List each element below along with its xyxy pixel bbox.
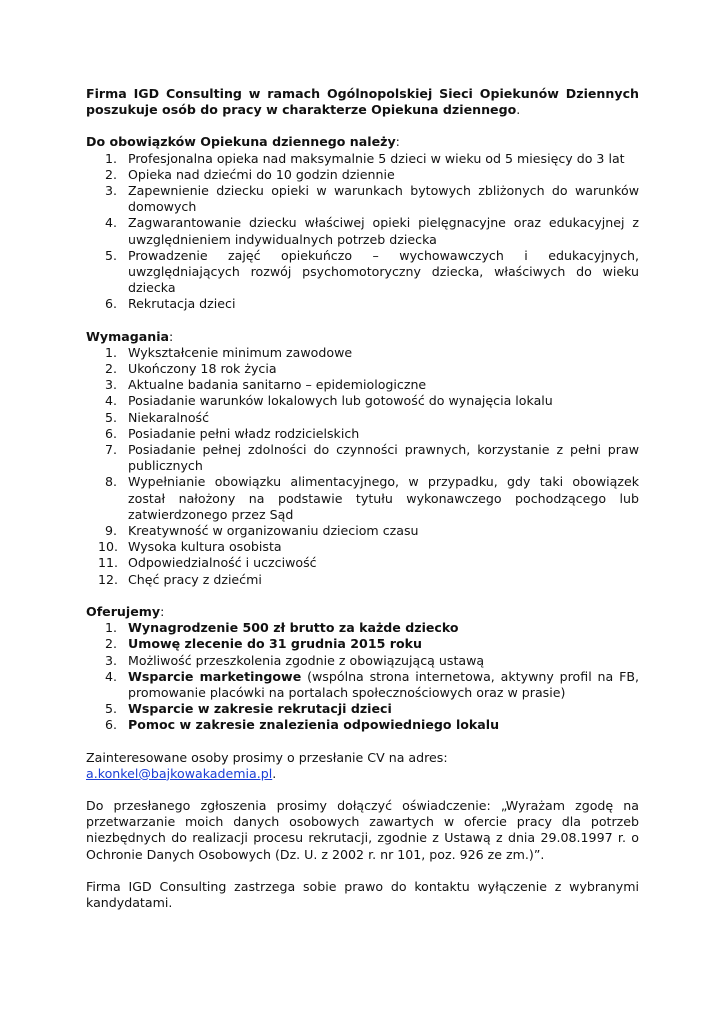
duty-text: Zagwarantowanie dziecku właściwej opieki pielęgnacyjne oraz edukacyjnej z uwzględnieniem indywidualnych potrzeb dziecka — [128, 215, 639, 247]
duties-list — [86, 151, 639, 313]
list-item: 12. Chęć pracy z dziećmi — [98, 571, 262, 587]
list-item: 6. Rekrutacja dzieci — [105, 296, 236, 312]
list-item: 2. Opieka nad dziećmi do 10 godzin dziennie — [105, 166, 395, 182]
list-item: 5. Prowadzenie zajęć opiekuńczo – wychowawczych i edukacyjnych, uwzględniających rozwój psychomotoryczny dziecka, właściwych do wieku dziecka — [105, 247, 639, 296]
requirement-text: Ukończony 18 rok życia — [128, 361, 277, 377]
offer-heading-colon: : — [160, 603, 165, 619]
list-item: 9. Kreatywność w organizowaniu dzieciom czasu — [105, 523, 419, 539]
list-item: 3. Zapewnienie dziecku opieki w warunkach bytowych zbliżonych do warunków domowych — [105, 183, 639, 215]
list-item: 4. Posiadanie warunków lokalowych lub gotowość do wynajęcia lokalu — [105, 393, 553, 409]
requirements-heading-text: Wymagania — [86, 328, 170, 344]
intro-paragraph — [86, 86, 639, 118]
list-item: 5. Niekaralność — [105, 409, 210, 425]
offer-text-bold: Wsparcie marketingowe — [128, 668, 302, 684]
closing-paragraph: Firma IGD Consulting zastrzega sobie prawo do kontaktu wyłączenie z wybranymi kandydatami. — [86, 878, 639, 910]
duties-heading-text: Do obowiązków Opiekuna dziennego należy — [86, 134, 396, 150]
intro-text: Firma IGD Consulting w ramach Ogólnopolskiej Sieci Opiekunów Dziennych poszukuje osób do pracy w charakterze Opiekuna dziennego — [86, 86, 639, 118]
requirement-text: Kreatywność w organizowaniu dzieciom czasu — [128, 523, 419, 539]
duty-text: Opieka nad dziećmi do 10 godzin dziennie — [128, 166, 395, 182]
list-item: 6. Pomoc w zakresie znalezienia odpowiedniego lokalu — [105, 717, 500, 733]
list-item: 2. Ukończony 18 rok życia — [105, 361, 277, 377]
offer-heading-text: Oferujemy — [86, 603, 161, 619]
requirement-text: Posiadanie pełnej zdolności do czynności prawnych, korzystanie z pełni praw publicznych — [128, 442, 639, 474]
offer-text: (wspólna strona internetowa, aktywny profil na FB, promowanie placówki na portalach społecznościowych oraz w prasie) — [128, 668, 639, 700]
offer-text: Wynagrodzenie 500 zł brutto za każde dziecko — [128, 620, 459, 636]
offer-text: Pomoc w zakresie znalezienia odpowiedniego lokalu — [128, 717, 500, 733]
requirement-text: Wysoka kultura osobista — [128, 539, 282, 555]
list-item: 3. Aktualne badania sanitarno – epidemiologiczne — [105, 377, 427, 393]
requirements-heading-colon: : — [169, 328, 174, 344]
intro-tail: . — [516, 102, 521, 118]
list-item: 8. Wypełnianie obowiązku alimentacyjnego, w przypadku, gdy taki obowiązek został nałożony na podstawie tytułu wykonawczego pochodzącego lub zatwierdzonego przez Sąd — [105, 474, 639, 522]
duties-heading-colon: : — [395, 134, 400, 150]
list-item: 1. Wykształcenie minimum zawodowe — [105, 344, 353, 360]
requirements-list — [86, 345, 639, 588]
requirement-text: Wykształcenie minimum zawodowe — [128, 344, 353, 360]
consent-paragraph: Do przesłanego zgłoszenia prosimy dołączyć oświadczenie: „Wyrażam zgodę na przetwarzanie moich danych osobowych zawartych w ofercie pracy dla potrzeb niezbędnych do realizacji procesu rekrutacji, zgodnie z Ustawą z dnia 29.08.1997 r. o Ochronie Danych Osobowych (Dz. U. z 2002 r. nr 101, poz. 926 ze zm.)”. — [86, 797, 639, 862]
offer-text: Wsparcie w zakresie rekrutacji dzieci — [128, 701, 392, 717]
duty-text: Zapewnienie dziecku opieki w warunkach bytowych zbliżonych do warunków domowych — [128, 183, 639, 215]
list-item: 4. Zagwarantowanie dziecku właściwej opieki pielęgnacyjne oraz edukacyjnej z uwzględnieniem indywidualnych potrzeb dziecka — [105, 215, 639, 247]
requirement-text: Aktualne badania sanitarno – epidemiologiczne — [128, 377, 427, 393]
list-item: 4. Wsparcie marketingowe (wspólna strona internetowa, aktywny profil na FB, promowanie placówki na portalach społecznościowych oraz w prasie) — [105, 668, 639, 700]
duties-heading — [86, 134, 639, 150]
list-item: 1. Profesjonalna opieka nad maksymalnie 5 dzieci w wieku od 5 miesięcy do 3 lat — [105, 150, 625, 166]
requirements-heading — [86, 329, 639, 345]
requirement-text: Niekaralność — [128, 409, 210, 425]
offer-text: Umowę zlecenie do 31 grudnia 2015 roku — [128, 636, 422, 652]
list-item: 7. Posiadanie pełnej zdolności do czynności prawnych, korzystanie z pełni praw publicznych — [105, 442, 639, 474]
contact-tail: . — [272, 765, 277, 781]
list-item: 10. Wysoka kultura osobista — [98, 539, 282, 555]
requirement-text: Chęć pracy z dziećmi — [128, 571, 262, 587]
requirement-text: Wypełnianie obowiązku alimentacyjnego, w przypadku, gdy taki obowiązek został nałożony na podstawie tytułu wykonawczego pochodzącego lub zatwierdzonego przez Sąd — [128, 474, 639, 522]
list-item: 11. Odpowiedzialność i uczciwość — [98, 555, 317, 571]
document-page — [86, 86, 639, 911]
list-item: 6. Posiadanie pełni władz rodzicielskich — [105, 425, 360, 441]
requirement-text: Odpowiedzialność i uczciwość — [128, 555, 317, 571]
list-item: 2. Umowę zlecenie do 31 grudnia 2015 roku — [105, 636, 422, 652]
list-item: 1. Wynagrodzenie 500 zł brutto za każde dziecko — [105, 620, 459, 636]
duty-text: Prowadzenie zajęć opiekuńczo – wychowawczych i edukacyjnych, uwzględniających rozwój psychomotoryczny dziecka, właściwych do wieku dziecka — [128, 247, 639, 296]
contact-paragraph — [86, 750, 639, 782]
list-item: 3. Możliwość przeszkolenia zgodnie z obowiązującą ustawą — [105, 652, 485, 668]
offer-heading — [86, 604, 639, 620]
requirement-text: Posiadanie warunków lokalowych lub gotowość do wynajęcia lokalu — [128, 393, 553, 409]
contact-text: Zainteresowane osoby prosimy o przesłanie CV na adres: — [86, 749, 448, 765]
duty-text: Rekrutacja dzieci — [128, 296, 236, 312]
duty-text: Profesjonalna opieka nad maksymalnie 5 dzieci w wieku od 5 miesięcy do 3 lat — [128, 150, 625, 166]
requirement-text: Posiadanie pełni władz rodzicielskich — [128, 425, 360, 441]
list-item: 5. Wsparcie w zakresie rekrutacji dzieci — [105, 701, 392, 717]
offer-list — [86, 620, 639, 733]
offer-text: Możliwość przeszkolenia zgodnie z obowiązującą ustawą — [128, 652, 485, 668]
email-link[interactable]: a.konkel@bajkowakademia.pl — [86, 765, 273, 781]
